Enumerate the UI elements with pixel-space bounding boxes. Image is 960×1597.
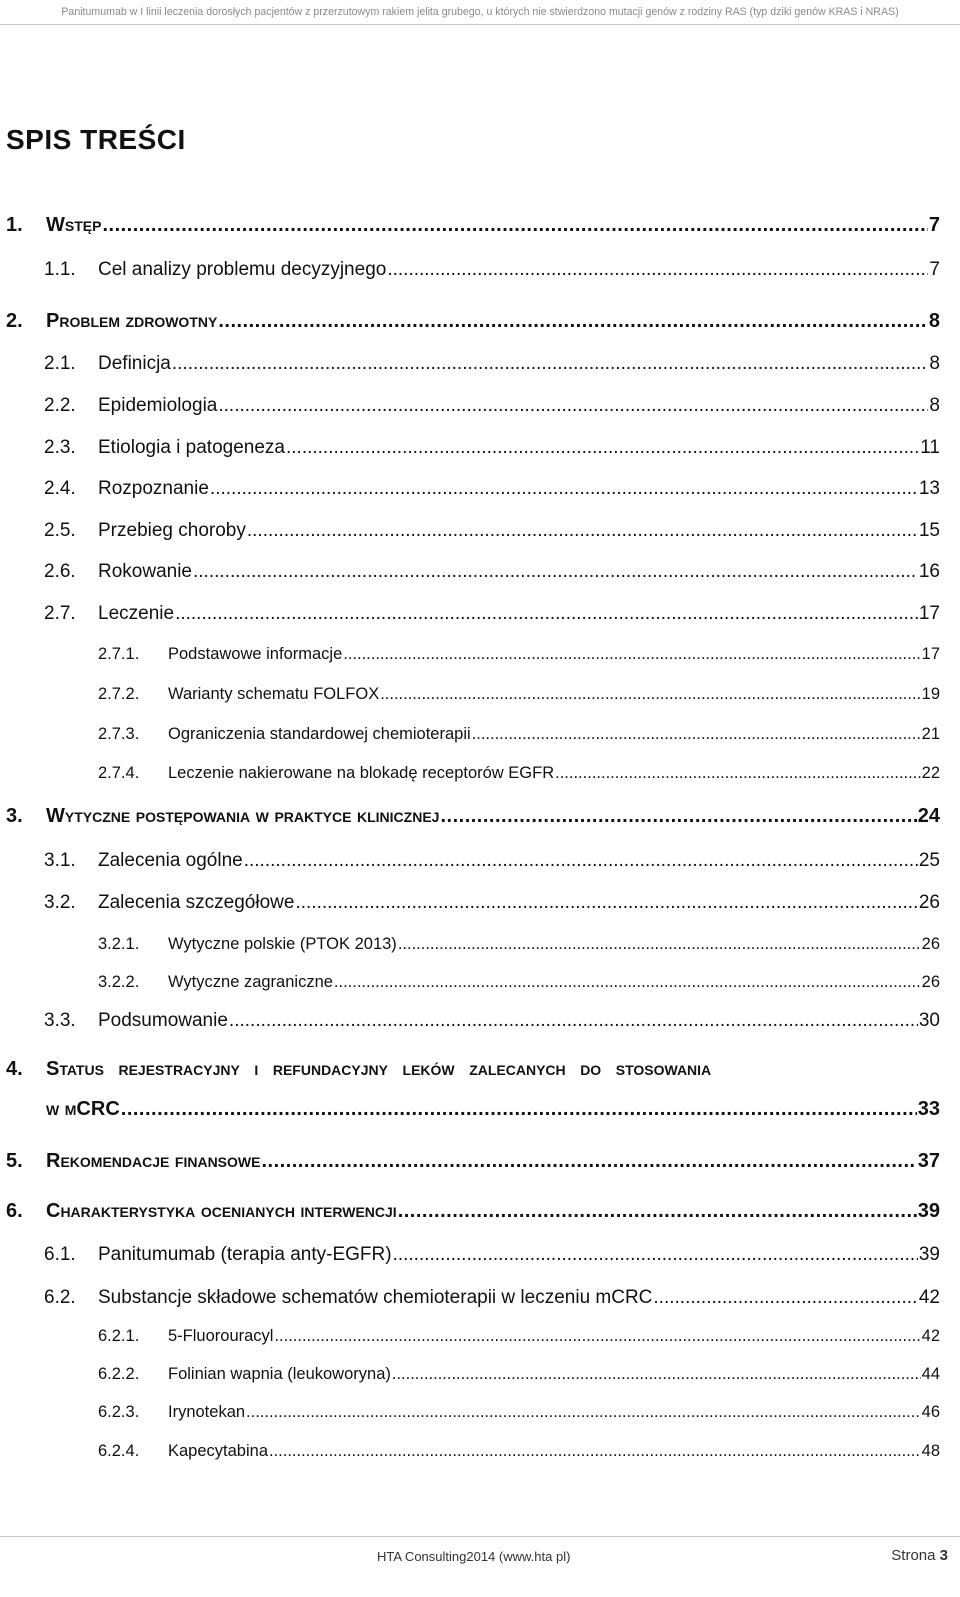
toc-entry-page: 8: [929, 353, 940, 374]
toc-entry[interactable]: [6, 1150, 940, 1173]
toc-entry-label: Rozpoznanie: [98, 478, 209, 499]
toc-entry-label: Warianty schematu FOLFOX: [168, 685, 380, 703]
toc-leader-dots: [244, 850, 918, 872]
toc-entry-page: 30: [918, 1010, 940, 1031]
toc-entry-page: 26: [921, 935, 940, 953]
toc-entry-number: 2.7.1.: [98, 645, 140, 663]
footer-divider: [0, 1536, 960, 1537]
toc-entry-number: 2.7.3.: [98, 725, 140, 743]
toc-entry[interactable]: [98, 1403, 940, 1422]
toc-entry[interactable]: [44, 437, 940, 459]
toc-entry-label: Wytyczne zagraniczne: [168, 973, 333, 991]
toc-entry-label: Podstawowe informacje: [168, 645, 343, 663]
toc-entry[interactable]: [98, 1365, 940, 1384]
toc-entry-page: 7: [928, 214, 940, 236]
toc-leader-dots: [555, 764, 921, 783]
footer-page-label: Strona: [891, 1547, 936, 1564]
toc-entry-page: 26: [918, 892, 940, 913]
toc-entry-page: 25: [918, 850, 940, 871]
toc-entry[interactable]: [98, 645, 940, 664]
header-divider: [0, 24, 960, 25]
toc-entry-page: 24: [917, 805, 940, 827]
toc-entry-number: 6.1.: [44, 1244, 76, 1265]
toc-entry-continuation[interactable]: [46, 1098, 940, 1121]
toc-entry-page: 46: [921, 1403, 940, 1421]
toc-entry-label: Status rejestracyjny i refundacyjny leków zalecanych do stosowania: [46, 1058, 712, 1080]
toc-entry-page: 11: [920, 437, 940, 458]
toc-leader-dots: [121, 1098, 917, 1121]
toc-entry-label: Rekomendacje finansowe: [46, 1150, 261, 1172]
toc-entry-number: 3.: [6, 805, 23, 827]
toc-entry[interactable]: [44, 850, 940, 872]
toc-entry[interactable]: [44, 478, 940, 500]
toc-entry-number: 5.: [6, 1150, 23, 1172]
toc-entry[interactable]: [98, 1442, 940, 1461]
toc-entry[interactable]: [44, 561, 940, 583]
toc-entry-page: 8: [929, 395, 940, 416]
toc-leader-dots: [218, 310, 928, 333]
toc-entry-number: 6.: [6, 1200, 23, 1222]
page-footer: [0, 1536, 960, 1576]
page-title: SPIS TREŚCI: [6, 124, 186, 155]
toc-leader-dots: [440, 805, 916, 828]
toc-leader-dots: [261, 1150, 916, 1173]
toc-entry-label: Substancje składowe schematów chemioterapii w leczeniu mCRC: [98, 1287, 653, 1308]
toc-entry-number: 3.2.2.: [98, 973, 140, 991]
toc-leader-dots: [393, 1244, 918, 1266]
toc-entry[interactable]: [6, 805, 940, 828]
toc-entry-number: 2.4.: [44, 478, 76, 499]
toc-entry[interactable]: [98, 685, 940, 704]
toc-entry-number: 2.7.2.: [98, 685, 140, 703]
toc-leader-dots: [175, 603, 918, 625]
toc-entry-label: Leczenie nakierowane na blokadę receptorów EGFR: [168, 764, 555, 782]
toc-entry[interactable]: [98, 725, 940, 744]
toc-entry-label: Folinian wapnia (leukoworyna): [168, 1365, 391, 1383]
toc-entry-number: 6.2.2.: [98, 1365, 140, 1383]
toc-entry[interactable]: [98, 973, 940, 992]
toc-entry-number: 6.2.4.: [98, 1442, 140, 1460]
toc-entry-number: 2.7.: [44, 603, 76, 624]
toc-entry[interactable]: [6, 214, 940, 237]
toc-entry-number: 2.: [6, 310, 23, 332]
toc-entry[interactable]: [6, 1058, 940, 1081]
toc-leader-dots: [210, 478, 918, 500]
toc-entry-number: 2.7.4.: [98, 764, 140, 782]
toc-entry[interactable]: [44, 353, 940, 375]
toc-entry[interactable]: [6, 1200, 940, 1223]
toc-entry-label: Irynotekan: [168, 1403, 246, 1421]
toc-entry-label: Definicja: [98, 353, 171, 374]
toc-entry-number: 2.5.: [44, 520, 76, 541]
toc-leader-dots: [247, 520, 918, 542]
toc-entry-label: Ograniczenia standardowej chemioterapii: [168, 725, 471, 743]
toc-entry[interactable]: [44, 1244, 940, 1266]
toc-entry[interactable]: [44, 1010, 940, 1032]
toc-entry-number: 3.3.: [44, 1010, 76, 1031]
toc-entry-number: 1.1.: [44, 259, 76, 280]
toc-entry-label: Epidemiologia: [98, 395, 218, 416]
toc-entry-number: 6.2.: [44, 1287, 76, 1308]
toc-leader-dots: [387, 259, 928, 281]
toc-leader-dots: [295, 892, 917, 914]
toc-entry-number: 2.6.: [44, 561, 76, 582]
toc-entry-label: Charakterystyka ocenianych interwencji: [46, 1200, 397, 1222]
toc-leader-dots: [193, 561, 918, 583]
toc-entry-number: 2.3.: [44, 437, 76, 458]
toc-entry-label: Wytyczne postępowania w praktyce klinicznej: [46, 805, 440, 827]
toc-entry-number: 1.: [6, 214, 23, 236]
toc-entry-number: 6.2.1.: [98, 1327, 140, 1345]
toc-entry-page: 16: [918, 561, 940, 582]
toc-entry-page: 17: [921, 645, 940, 663]
toc-leader-dots: [286, 437, 919, 459]
toc-leader-dots: [172, 353, 929, 375]
toc-entry[interactable]: [44, 520, 940, 542]
running-header: [0, 0, 960, 26]
toc-entry-number: 2.2.: [44, 395, 76, 416]
toc-leader-dots: [229, 1010, 918, 1032]
toc-entry-label: Panitumumab (terapia anty-EGFR): [98, 1244, 392, 1265]
toc-entry[interactable]: [6, 310, 940, 333]
toc-entry-number: 6.2.3.: [98, 1403, 140, 1421]
toc-entry-label: Podsumowanie: [98, 1010, 228, 1031]
footer-page-number: [891, 1547, 948, 1564]
toc-entry-page: 15: [918, 520, 940, 541]
toc-entry-label: Cel analizy problemu decyzyjnego: [98, 259, 387, 280]
toc-leader-dots: [269, 1442, 921, 1461]
toc-entry-page: 42: [921, 1327, 940, 1345]
toc-entry-page: 48: [921, 1442, 940, 1460]
toc-entry[interactable]: [44, 603, 940, 625]
toc-entry-page: 7: [929, 259, 940, 280]
toc-entry[interactable]: [98, 1327, 940, 1346]
toc-entry-page: 17: [918, 603, 940, 624]
toc-entry-label: Zalecenia szczegółowe: [98, 892, 295, 913]
toc-leader-dots: [398, 935, 921, 954]
toc-leader-dots: [274, 1327, 920, 1346]
toc-entry-label: Etiologia i patogeneza: [98, 437, 285, 458]
toc-entry-label: Wstęp: [46, 214, 102, 236]
toc-entry[interactable]: [98, 935, 940, 954]
footer-company: HTA Consulting2014 (www.hta pl): [377, 1549, 571, 1564]
toc-leader-dots: [653, 1287, 917, 1309]
toc-entry[interactable]: [44, 892, 940, 914]
toc-entry-page: 42: [918, 1287, 940, 1308]
toc-entry-page: 19: [921, 685, 940, 703]
toc-entry-page: 22: [921, 764, 940, 782]
toc-entry[interactable]: [44, 395, 940, 417]
toc-entry[interactable]: [44, 1287, 940, 1309]
toc-entry-page: 33: [917, 1098, 940, 1120]
toc-entry-number: 4.: [6, 1058, 23, 1080]
toc-entry-number: 3.2.1.: [98, 935, 140, 953]
toc-leader-dots: [102, 214, 927, 237]
toc-entry-page: 44: [921, 1365, 940, 1383]
toc-leader-dots: [380, 685, 920, 704]
toc-leader-dots: [343, 645, 920, 664]
toc-entry-number: 3.2.: [44, 892, 76, 913]
toc-entry[interactable]: [98, 764, 940, 783]
toc-entry-page: 8: [928, 310, 940, 332]
toc-entry-label: Leczenie: [98, 603, 175, 624]
toc-leader-dots: [472, 725, 921, 744]
toc-leader-dots: [398, 1200, 917, 1223]
toc-entry-page: 13: [918, 478, 940, 499]
toc-entry-page: 21: [921, 725, 940, 743]
toc-entry-page: 39: [917, 1200, 940, 1222]
footer-page-value: 3: [939, 1547, 948, 1564]
toc-entry[interactable]: [44, 259, 940, 281]
toc-entry-page: 39: [918, 1244, 940, 1265]
toc-entry-number: 2.1.: [44, 353, 76, 374]
toc-entry-number: 3.1.: [44, 850, 76, 871]
toc-entry-label: 5-Fluorouracyl: [168, 1327, 274, 1345]
toc-entry-label: Kapecytabina: [168, 1442, 268, 1460]
toc-entry-page: 26: [921, 973, 940, 991]
toc-leader-dots: [392, 1365, 921, 1384]
toc-entry-label: Problem zdrowotny: [46, 310, 218, 332]
toc-entry-label: Rokowanie: [98, 561, 192, 582]
toc-entry-label: Zalecenia ogólne: [98, 850, 243, 871]
toc-leader-dots: [246, 1403, 921, 1422]
toc-leader-dots: [218, 395, 928, 417]
toc-entry-label: Przebieg choroby: [98, 520, 246, 541]
toc-entry-label: Wytyczne polskie (PTOK 2013): [168, 935, 397, 953]
toc-leader-dots: [334, 973, 921, 992]
toc-entry-page: 37: [917, 1150, 940, 1172]
header-text: Panitumumab w I linii leczenia dorosłych pacjentów z przerzutowym rakiem jelita grubego, u których nie stwierdzono mutacji genów z rodziny RAS (typ dziki genów KRAS i NRAS): [61, 6, 899, 18]
toc-entry-label-continued: w mCRC: [46, 1098, 120, 1120]
